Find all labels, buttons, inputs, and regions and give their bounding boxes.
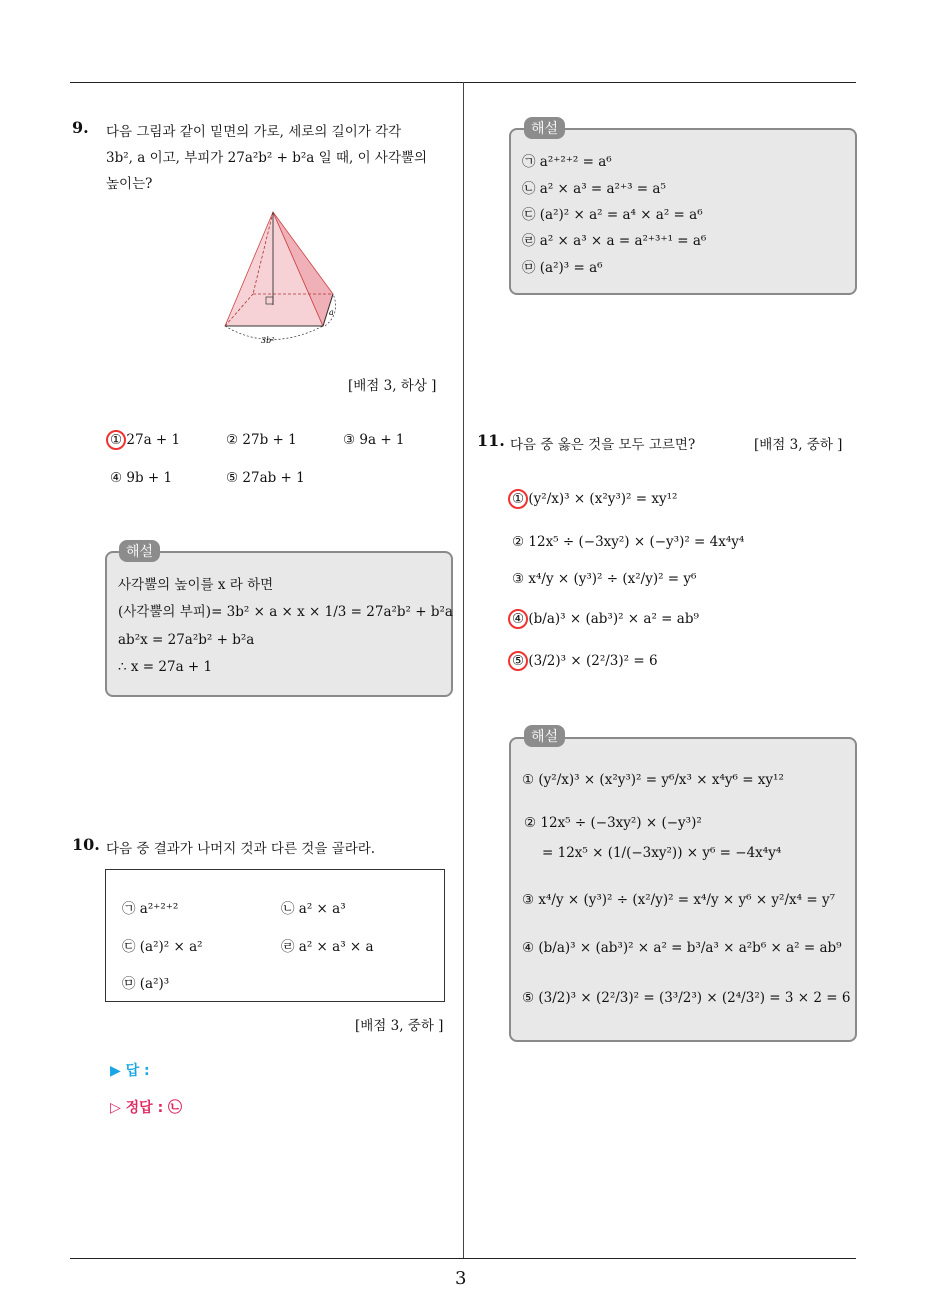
page-number: 3 (455, 1268, 467, 1289)
q10-score: [배점 3, 중하 ] (355, 1018, 444, 1034)
pyramid-figure (215, 205, 345, 350)
q10-sol-line2: ㉡ a² × a³ = a²⁺³ = a⁵ (522, 181, 666, 197)
q9-sol-line3: ab²x = 27a²b² + b²a (118, 632, 255, 648)
q10-answer-field[interactable]: ▶ 답 : (110, 1063, 150, 1079)
q11-sol-line1: ① (y²/x)³ × (x²y³)² = y⁶/x³ × x⁴y⁶ = xy¹² (522, 772, 784, 788)
q10-sol-line3: ㉢ (a²)² × a² = a⁴ × a² = a⁶ (522, 207, 703, 223)
q10-sol-line4: ㉣ a² × a³ × a = a²⁺³⁺¹ = a⁶ (522, 233, 707, 249)
q10-correct-answer: ▷ 정답 : ㉡ (110, 1100, 183, 1116)
q10-number: 10. (72, 835, 100, 854)
q9-sol-line2: (사각뿔의 부피)= 3b² × a × x × 1/3 = 27a²b² + b²a (118, 604, 453, 620)
q9-text-line1: 다음 그림과 같이 밑면의 가로, 세로의 길이가 각각 (106, 124, 402, 140)
q10-solution-tag: 해설 (524, 117, 565, 139)
q11-choice-2[interactable]: ② 12x⁵ ÷ (−3xy²) × (−y³)² = 4x⁴y⁴ (512, 534, 745, 550)
q11-choice-1[interactable]: ① (y²/x)³ × (x²y³)² = xy¹² (512, 491, 678, 507)
q11-solution-tag: 해설 (524, 725, 565, 747)
fig-label-b: 3b² (261, 336, 275, 345)
q10-item-5: ㉤ (a²)³ (122, 976, 170, 992)
q10-item-4: ㉣ a² × a³ × a (281, 939, 374, 955)
q11-text: 다음 중 옳은 것을 모두 고르면? (510, 437, 696, 453)
column-divider (463, 82, 464, 1258)
q11-number: 11. (477, 431, 505, 450)
q9-number: 9. (72, 118, 89, 137)
q9-text-line3: 높이는? (106, 176, 153, 192)
q10-item-2: ㉡ a² × a³ (281, 901, 346, 917)
q9-choice-2[interactable]: ② 27b + 1 (226, 432, 297, 448)
q10-sol-line5: ㉤ (a²)³ = a⁶ (522, 260, 603, 276)
q10-item-3: ㉢ (a²)² × a² (122, 939, 203, 955)
q10-text: 다음 중 결과가 나머지 것과 다른 것을 골라라. (106, 841, 376, 857)
q11-sol-line3: = 12x⁵ × (1/(−3xy²)) × y⁶ = −4x⁴y⁴ (542, 845, 782, 861)
q11-sol-line2: ② 12x⁵ ÷ (−3xy²) × (−y³)² (524, 815, 702, 831)
q11-choice-5[interactable]: ⑤ (3/2)³ × (2²/3)² = 6 (512, 653, 658, 669)
q11-sol-line5: ④ (b/a)³ × (ab³)² × a² = b³/a³ × a²b⁶ × a² = ab⁹ (522, 940, 842, 956)
q9-score: [배점 3, 하상 ] (348, 378, 437, 394)
q9-sol-line1: 사각뿔의 높이를 x 라 하면 (118, 577, 274, 593)
q11-sol-line4: ③ x⁴/y × (y³)² ÷ (x²/y)² = x⁴/y × y⁶ × y²/x⁴ = y⁷ (522, 892, 835, 908)
q9-text-line2: 3b², a 이고, 부피가 27a²b² + b²a 일 때, 이 사각뿔의 (106, 150, 428, 166)
q11-sol-line6: ⑤ (3/2)³ × (2²/3)² = (3³/2³) × (2⁴/3²) = 3 × 2 = 6 (522, 990, 851, 1006)
q11-score: [배점 3, 중하 ] (754, 437, 843, 453)
q11-choice-4[interactable]: ④ (b/a)³ × (ab³)² × a² = ab⁹ (512, 611, 699, 627)
q11-choice-3[interactable]: ③ x⁴/y × (y³)² ÷ (x²/y)² = y⁶ (512, 571, 697, 587)
q9-choice-3[interactable]: ③ 9a + 1 (343, 432, 405, 448)
fig-label-a: a (329, 308, 334, 317)
q9-solution-tag: 해설 (119, 540, 160, 562)
q9-choice-5[interactable]: ⑤ 27ab + 1 (226, 470, 305, 486)
q9-choice-4[interactable]: ④ 9b + 1 (110, 470, 173, 486)
q10-sol-line1: ㉠ a²⁺²⁺² = a⁶ (522, 154, 612, 170)
q10-item-1: ㉠ a²⁺²⁺² (122, 901, 179, 917)
q9-choice-1[interactable]: ① 27a + 1 (110, 432, 181, 448)
q9-sol-line4: ∴ x = 27a + 1 (118, 659, 213, 675)
bottom-rule (70, 1258, 856, 1259)
